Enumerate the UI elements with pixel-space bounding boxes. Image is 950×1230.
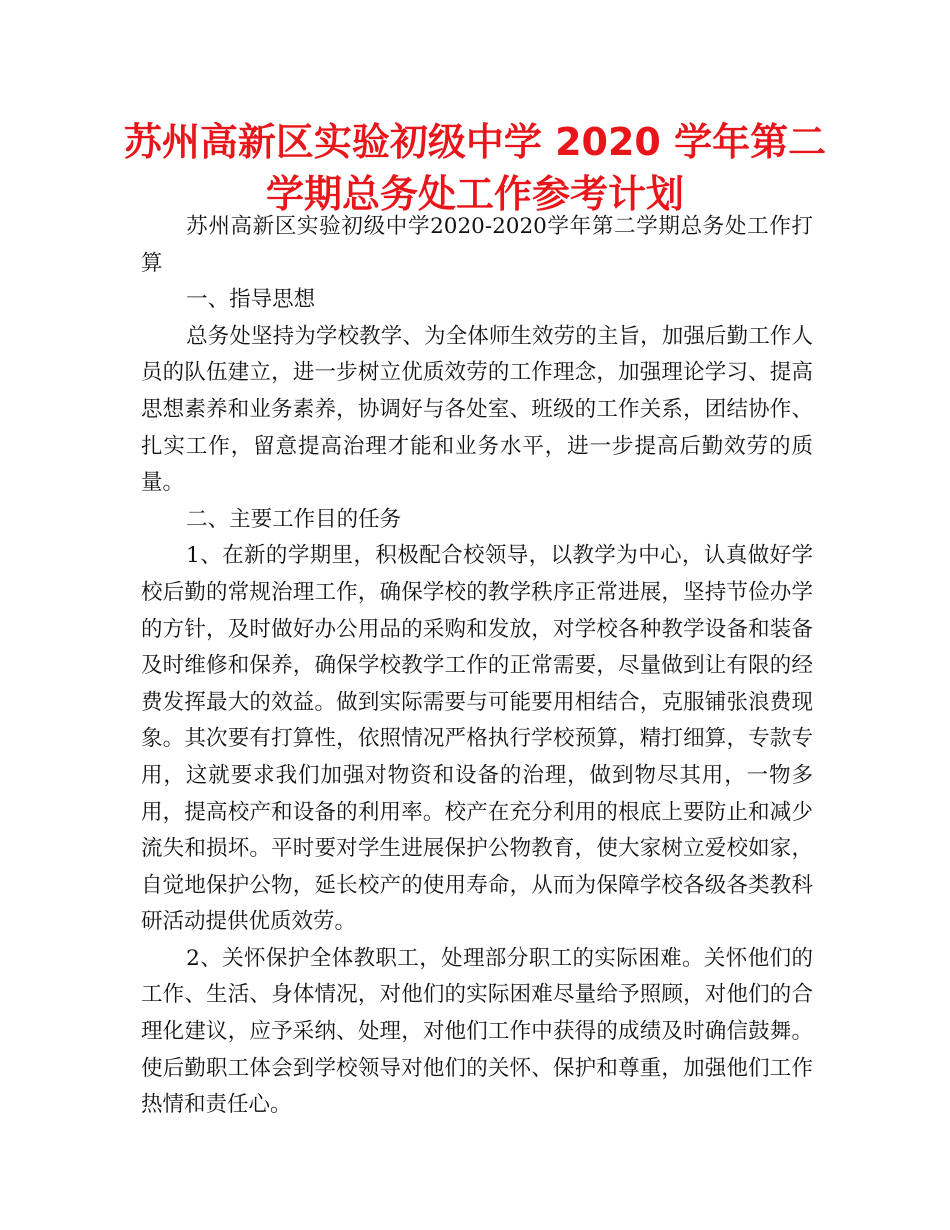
paragraph-task-2: 2、关怀保护全体教职工，处理部分职工的实际困难。关怀他们的工作、生活、身体情况，对他们的实际困难尽量给予照顾，对他们的合理化建议，应予采纳、处理，对他们工作中获得的成绩及时确信鼓舞。使后勤职工体会到学校领导对他们的关怀、保护和尊重，加强他们工作热情和责任心。: [141, 945, 813, 1118]
paragraph-plan-heading: 苏州高新区实验初级中学2020-2020学年第二学期总务处工作打算: [141, 214, 813, 276]
document-body: [141, 209, 813, 1124]
paragraph-section-2-heading: 二、主要工作目的任务: [186, 506, 402, 532]
document-title: 苏州高新区实验初级中学 2020 学年第二学期总务处工作参考计划: [123, 120, 827, 216]
paragraph-task-1: 1、在新的学期里，积极配合校领导，以教学为中心，认真做好学校后勤的常规治理工作，确保学校的教学秩序正常进展，坚持节俭办学的方针，及时做好办公用品的采购和发放，对学校各种教学设备和装备及时维修和保养，确保学校教学工作的正常需要，尽量做到让有限的经费发挥最大的效益。做到实际需要与可能要用相结合，克服铺张浪费现象。其次要有打算性，依照情况严格执行学校预算，精打细算，专款专用，这就要求我们加强对物资和设备的治理，做到物尽其用，一物多用，提高校产和设备的利用率。校产在充分利用的根底上要防止和减少流失和损坏。平时要对学生进展保护公物教育，使大家树立爱校如家，自觉地保护公物，延长校产的使用寿命，从而为保障学校各级各类教科研活动提供优质效劳。: [141, 543, 813, 935]
paragraph-section-1-heading: 一、指导思想: [186, 287, 316, 313]
paragraph-guiding-thought: 总务处坚持为学校教学、为全体师生效劳的主旨，加强后勤工作人员的队伍建立，进一步树立优质效劳的工作理念，加强理论学习、提高思想素养和业务素养，协调好与各处室、班级的工作关系，团结协作、扎实工作，留意提高治理才能和业务水平，进一步提高后勤效劳的质量。: [141, 323, 813, 496]
